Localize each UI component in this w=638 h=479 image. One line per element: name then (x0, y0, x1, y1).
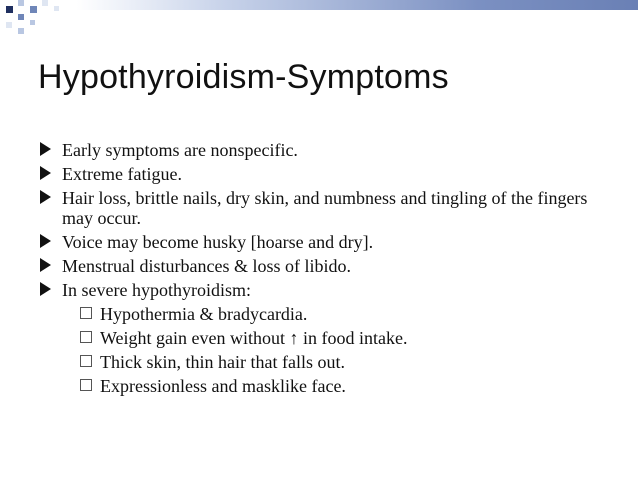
sub-list-item (72, 376, 606, 396)
list-item (36, 256, 606, 276)
square-bullet-icon (38, 165, 53, 181)
square-bullet-icon (38, 189, 53, 205)
bullet-text: Hair loss, brittle nails, dry skin, and numbness and tingling of the fingers may occur. (62, 188, 588, 228)
bullet-list (36, 140, 606, 400)
hollow-square-icon (80, 331, 92, 343)
bullet-text: Extreme fatigue. (62, 164, 182, 184)
decorative-top-band (0, 0, 638, 40)
list-item (36, 232, 606, 252)
sub-list-item (72, 352, 606, 372)
square-bullet-icon (38, 141, 53, 157)
hollow-square-icon (80, 379, 92, 391)
square-bullet-icon (38, 257, 53, 273)
sub-bullet-text: Thick skin, thin hair that falls out. (100, 352, 345, 372)
sub-bullet-list (62, 304, 606, 396)
sub-bullet-text: Weight gain even without ↑ in food intake. (100, 328, 408, 348)
square-bullet-icon (38, 281, 53, 297)
sub-list-item (72, 304, 606, 324)
list-item (36, 164, 606, 184)
bullet-text: In severe hypothyroidism: (62, 280, 251, 300)
sub-bullet-text: Expressionless and masklike face. (100, 376, 346, 396)
sub-list-item (72, 328, 606, 348)
bullet-text: Voice may become husky [hoarse and dry]. (62, 232, 374, 252)
sub-bullet-text: Hypothermia & bradycardia. (100, 304, 308, 324)
hollow-square-icon (80, 307, 92, 319)
list-item (36, 140, 606, 160)
hollow-square-icon (80, 355, 92, 367)
bullet-text: Early symptoms are nonspecific. (62, 140, 298, 160)
slide-title: Hypothyroidism-Symptoms (38, 58, 449, 96)
bullet-text: Menstrual disturbances & loss of libido. (62, 256, 351, 276)
square-bullet-icon (38, 233, 53, 249)
list-item (36, 280, 606, 396)
list-item (36, 188, 606, 228)
